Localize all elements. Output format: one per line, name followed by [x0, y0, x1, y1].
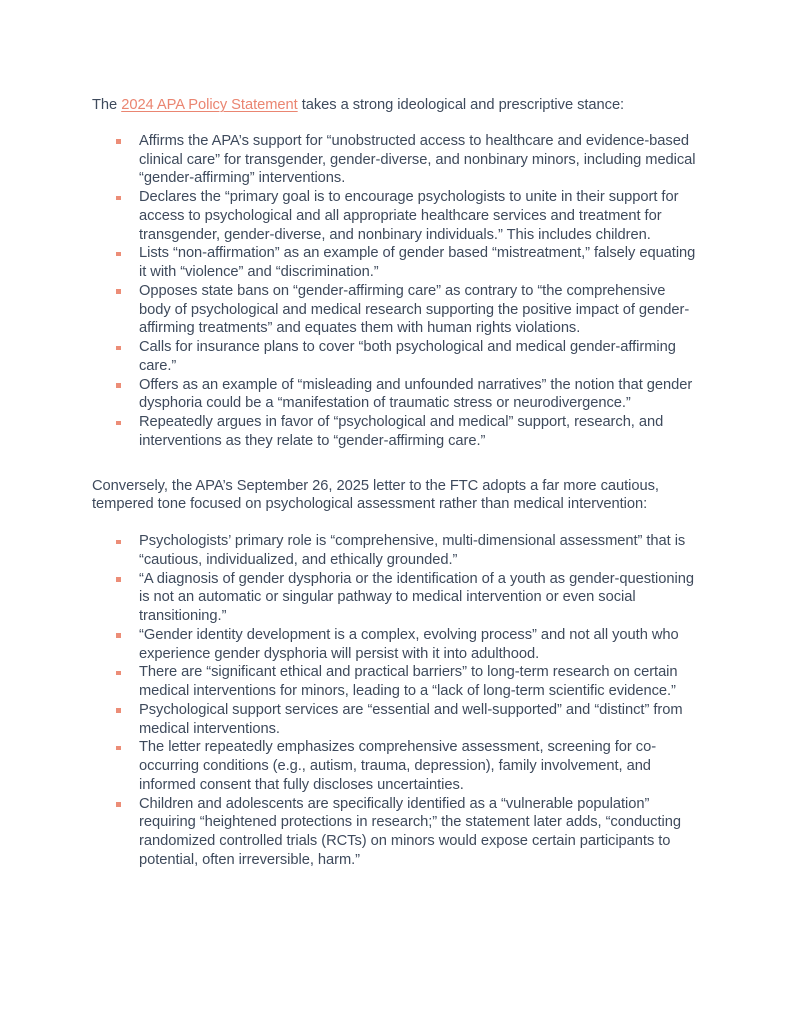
bullet-square-icon	[116, 708, 121, 713]
bullet-square-icon	[116, 802, 121, 807]
list-item	[92, 663, 698, 701]
bullet-square-icon	[116, 671, 121, 676]
list-item-text: Declares the “primary goal is to encourage psychologists to unite in their support for access to psychological and all appropriate healthcare services and treatment for transgender, gender-diverse, and nonbinary individuals.” This includes children.	[139, 189, 679, 243]
intro-suffix-text: takes a strong ideological and prescriptive stance:	[297, 97, 625, 113]
list-item	[92, 376, 698, 414]
intro-prefix-text: The	[92, 97, 122, 113]
list-item	[92, 282, 698, 338]
bullet-square-icon	[116, 139, 121, 144]
list-item	[92, 132, 698, 188]
list-item-text: Psychologists’ primary role is “comprehensive, multi-dimensional assessment” that is “cautious, individualized, and ethically grounded.”	[139, 533, 686, 568]
list-item-text: Affirms the APA’s support for “unobstructed access to healthcare and evidence-based clinical care” for transgender, gender-diverse, and nonbinary minors, including medical “gender-affirming” interventions.	[139, 132, 696, 187]
bullet-square-icon	[116, 746, 121, 751]
bullet-square-icon	[116, 540, 121, 545]
list-item-text: Calls for insurance plans to cover “both psychological and medical gender-affirming care.”	[139, 339, 676, 374]
list-item-text: Opposes state bans on “gender-affirming care” as contrary to “the comprehensive body of psychological and medical research supporting the positive impact of gender-affirming treatments” and equates them with human rights violations.	[139, 282, 690, 337]
bullet-square-icon	[116, 421, 121, 426]
list-item	[92, 338, 698, 376]
list-item-text: “A diagnosis of gender dysphoria or the identification of a youth as gender-questioning is not an automatic or singular pathway to medical intervention or even social transitioning.”	[139, 570, 694, 624]
list-item	[92, 795, 698, 870]
list-item	[92, 570, 698, 626]
bullet-square-icon	[116, 252, 121, 257]
list-item	[92, 532, 698, 570]
bullet-square-icon	[116, 633, 121, 638]
section-two-bullet-list	[92, 532, 698, 870]
list-item-text: Lists “non-affirmation” as an example of gender based “mistreatment,” falsely equating it with “violence” and “discrimination.”	[139, 245, 696, 280]
bullet-square-icon	[116, 196, 121, 201]
list-item	[92, 738, 698, 794]
list-item-text: Offers as an example of “misleading and unfounded narratives” the notion that gender dysphoria could be a “manifestation of traumatic stress or neurodivergence.”	[139, 376, 693, 412]
list-item-text: Repeatedly argues in favor of “psychological and medical” support, research, and interventions as they relate to “gender-affirming care.”	[139, 414, 664, 449]
section-two-intro-paragraph: Conversely, the APA’s September 26, 2025 letter to the FTC adopts a far more cautious, tempered tone focused on psychological assessment rather than medical intervention:	[92, 477, 659, 513]
list-item-text: The letter repeatedly emphasizes comprehensive assessment, screening for co-occurring conditions (e.g., autism, trauma, depression), family involvement, and informed consent that fully discloses uncertainties.	[139, 739, 657, 793]
list-item-text: Psychological support services are “essential and well-supported” and “distinct” from medical interventions.	[139, 701, 683, 737]
list-item	[92, 413, 698, 451]
list-item	[92, 244, 698, 282]
list-item-text: There are “significant ethical and practical barriers” to long-term research on certain medical interventions for minors, leading to a “lack of long-term scientific evidence.”	[139, 664, 678, 699]
bullet-square-icon	[116, 346, 121, 351]
list-item	[92, 188, 698, 244]
document-content	[92, 96, 698, 870]
list-item-text: Children and adolescents are specifically identified as a “vulnerable population” requiring “heightened protections in research;” the statement later adds, “conducting randomized controlled trials (RCTs) on minors would expose certain participants to potential, often irreversible, harm.”	[139, 795, 681, 868]
bullet-square-icon	[116, 383, 121, 388]
bullet-square-icon	[116, 577, 121, 582]
list-item	[92, 626, 698, 664]
bullet-square-icon	[116, 289, 121, 294]
section-one-bullet-list	[92, 132, 698, 451]
list-item	[92, 701, 698, 739]
apa-policy-statement-link[interactable]: 2024 APA Policy Statement	[121, 97, 298, 113]
list-item-text: “Gender identity development is a complex, evolving process” and not all youth who experience gender dysphoria will persist with it into adulthood.	[139, 626, 679, 662]
section-one-intro-paragraph	[92, 96, 698, 115]
